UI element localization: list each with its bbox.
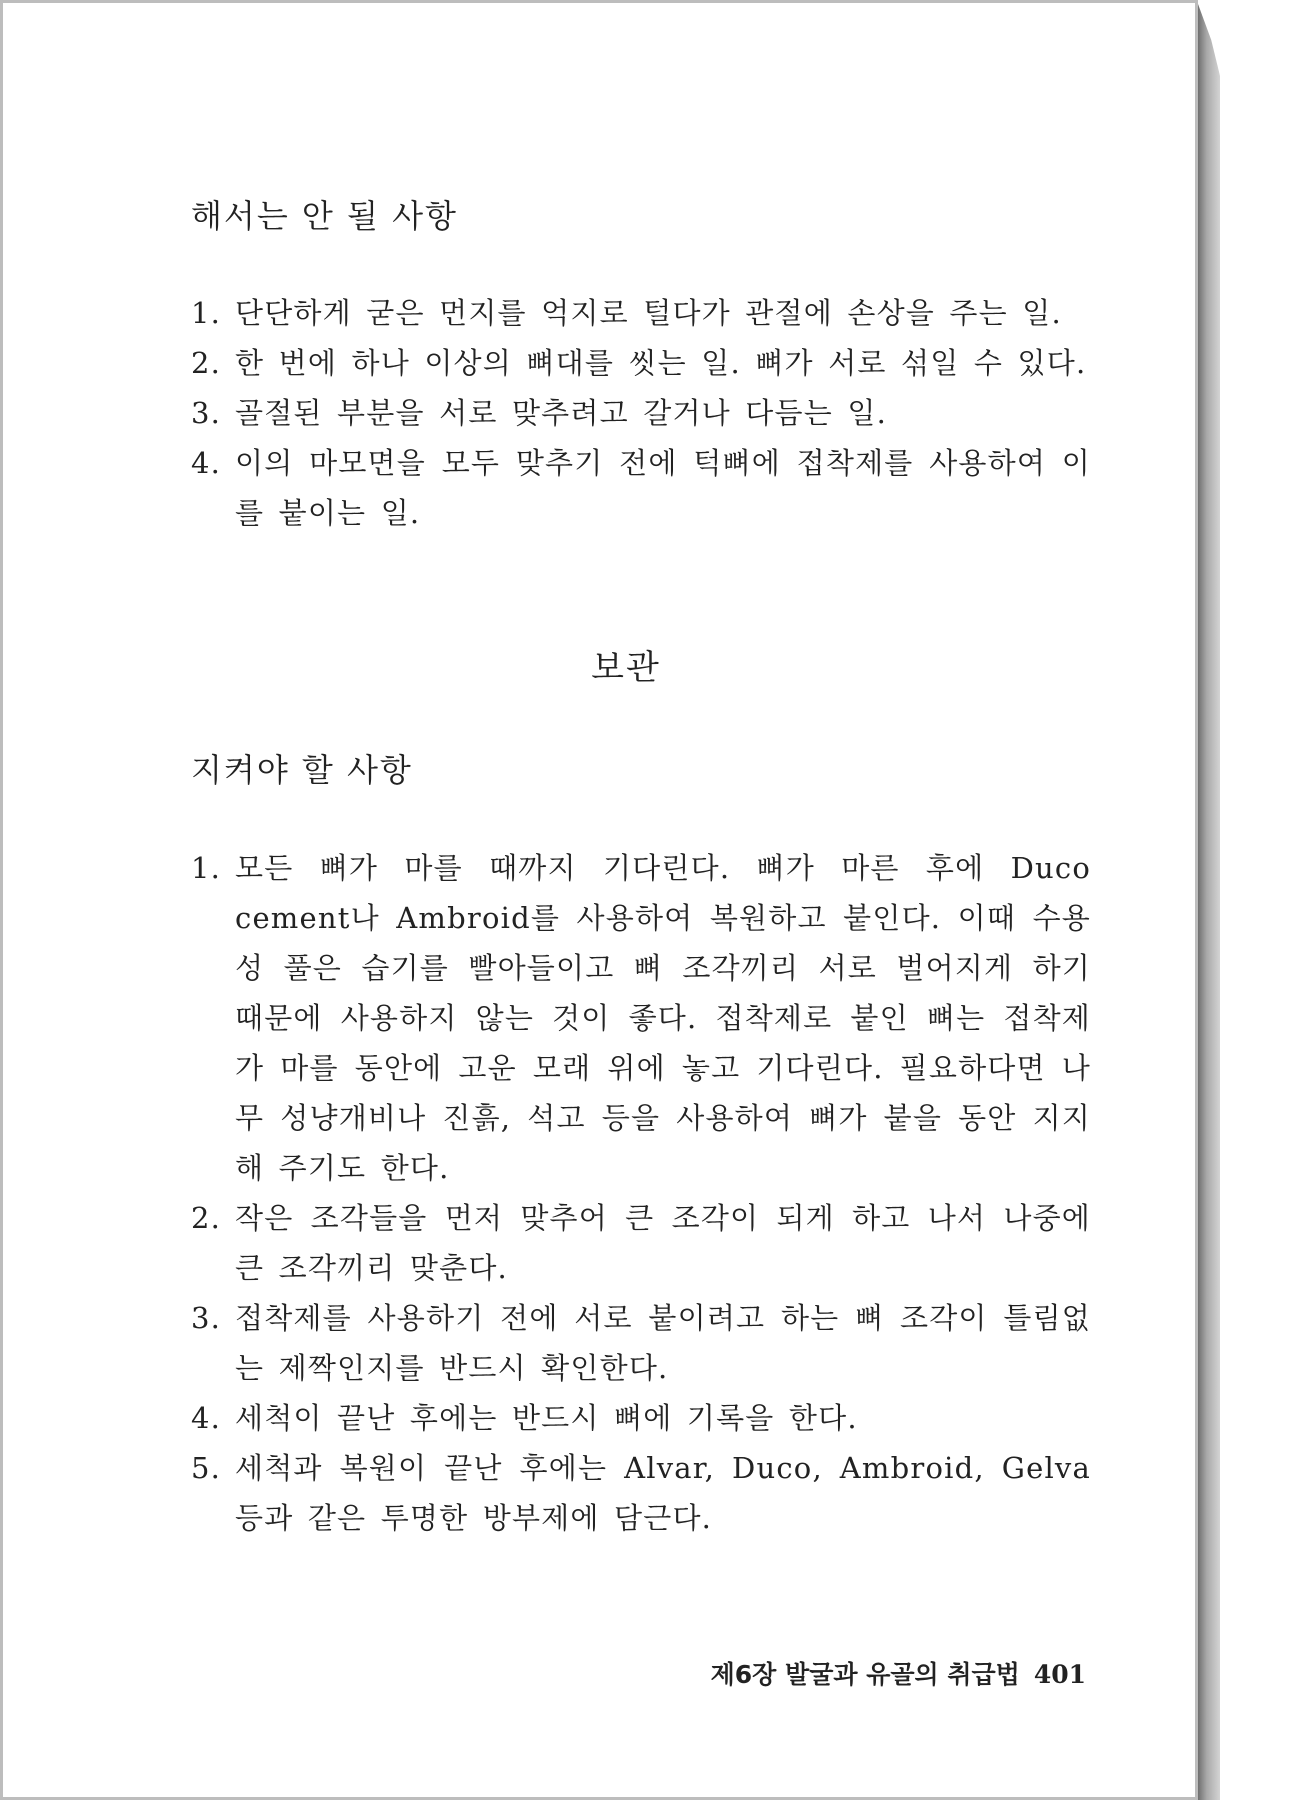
list-item-number: 5. [191, 1451, 222, 1485]
list-item-number: 4. [191, 1401, 222, 1435]
page-number: 401 [1033, 1660, 1086, 1689]
donts-list [191, 288, 1091, 538]
page-edge-shadow [1198, 4, 1220, 1800]
list-item [191, 438, 1091, 538]
list-item [191, 288, 1091, 338]
list-item [191, 1443, 1091, 1543]
list-item-text: 단단하게 굳은 먼지를 억지로 털다가 관절에 손상을 주는 일. [235, 296, 1062, 330]
list-item-text: 세척과 복원이 끝난 후에는 Alvar, Duco, Ambroid, Gelva 등과 같은 투명한 방부제에 담근다. [235, 1451, 1091, 1535]
list-item-text: 골절된 부분을 서로 맞추려고 갈거나 다듬는 일. [235, 396, 887, 430]
list-item-text: 모든 뼈가 마를 때까지 기다린다. 뼈가 마른 후에 Duco cement나 Ambroid를 사용하여 복원하고 붙인다. 이때 수용성 풀은 습기를 빨아들이고 뼈 조각끼리 서로 벌어지게 하기 때문에 사용하지 않는 것이 좋다. 접착제로 붙인 뼈는 접착제가 마를 동안에 고운 모래 위에 놓고 기다린다. 필요하다면 나무 성냥개비나 진흙, 석고 등을 사용하여 뼈가 붙을 동안 지지해 주기도 한다. [235, 851, 1091, 1185]
list-item [191, 1293, 1091, 1393]
list-item-number: 2. [191, 346, 222, 380]
list-item [191, 1193, 1091, 1293]
list-item-text: 한 번에 하나 이상의 뼈대를 씻는 일. 뼈가 서로 섞일 수 있다. [235, 346, 1087, 380]
list-item [191, 338, 1091, 388]
storage-heading: 지켜야 할 사항 [191, 751, 413, 789]
list-item [191, 1393, 1091, 1443]
list-item-text: 세척이 끝난 후에는 반드시 뼈에 기록을 한다. [235, 1401, 858, 1435]
storage-list [191, 843, 1091, 1543]
chapter-title: 제6장 발굴과 유골의 취급법 [710, 1660, 1020, 1689]
list-item-text: 작은 조각들을 먼저 맞추어 큰 조각이 되게 하고 나서 나중에 큰 조각끼리 맞춘다. [235, 1201, 1091, 1285]
list-item [191, 843, 1091, 1193]
list-item-number: 2. [191, 1201, 222, 1235]
list-item-number: 1. [191, 851, 222, 885]
list-item-number: 1. [191, 296, 222, 330]
running-footer [191, 1655, 1086, 1691]
list-item [191, 388, 1091, 438]
list-item-text: 접착제를 사용하기 전에 서로 붙이려고 하는 뼈 조각이 틀림없는 제짝인지를 반드시 확인한다. [235, 1301, 1091, 1385]
list-item-number: 3. [191, 396, 222, 430]
list-item-number: 4. [191, 446, 222, 480]
list-item-text: 이의 마모면을 모두 맞추기 전에 턱뼈에 접착제를 사용하여 이를 붙이는 일. [235, 446, 1091, 530]
section-title: 보관 [591, 648, 661, 688]
donts-heading: 해서는 안 될 사항 [191, 197, 458, 235]
list-item-number: 3. [191, 1301, 222, 1335]
